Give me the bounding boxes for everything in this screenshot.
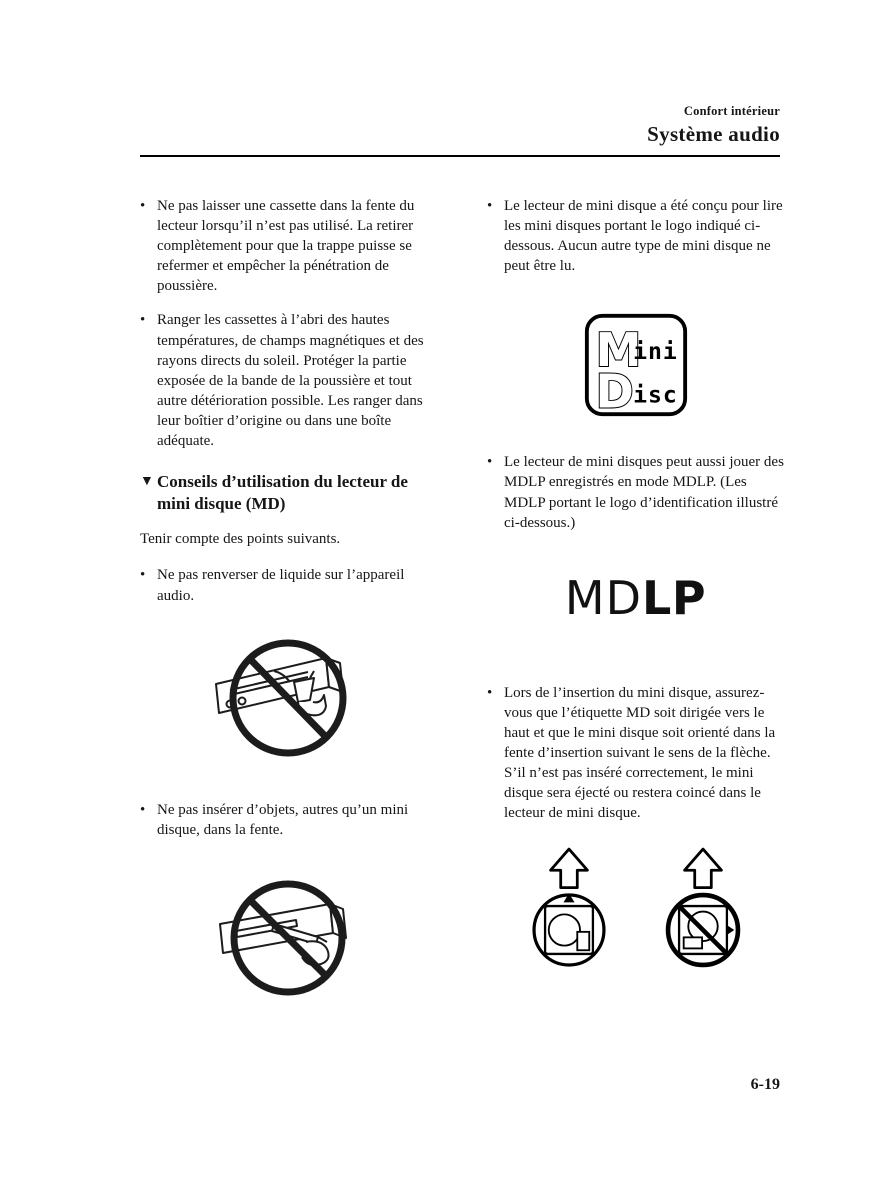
minidisc-logo-figure — [487, 312, 784, 418]
bullet-item-no-liquid — [140, 565, 439, 605]
insert-direction-arrow-icon — [726, 925, 734, 936]
bullet-text: Ne pas renverser de liquide sur l’appareil audio. — [157, 567, 405, 604]
bullet-icon: • — [140, 198, 146, 214]
bullet-text: Ne pas insérer d’objets, autres qu’un mini disque, dans la fente. — [157, 801, 409, 838]
no-objects-figure — [140, 858, 439, 1003]
insertion-correct-figure-icon — [523, 845, 615, 969]
mdlp-logo-figure — [487, 570, 784, 625]
bullet-item-cassette-storage — [140, 310, 439, 451]
bullet-text: Lors de l’insertion du mini disque, assurez-vous que l’étiquette MD soit dirigée vers le haut et que le mini disque soit orienté dans la fente d’insertion suivant le sens de la flèche. S’il n’est pas inséré correctement, le mini disque sera éjecté ou restera coincé dans le lecteur de mini disque. — [504, 684, 776, 822]
mdlp-logo-icon — [564, 570, 707, 625]
page-header — [140, 104, 780, 147]
bullet-item-md-logo — [487, 196, 784, 276]
bullet-item-mdlp — [487, 452, 784, 532]
left-column — [140, 196, 439, 1029]
mdlp-logo-md: MD — [564, 570, 643, 625]
minidisc-logo-ini: ini — [632, 339, 678, 366]
up-arrow-icon — [684, 849, 721, 888]
bullet-icon: • — [140, 801, 146, 818]
minidisc-logo-isc: isc — [632, 382, 678, 409]
bullet-icon: • — [140, 567, 146, 584]
up-arrow-icon — [550, 849, 587, 888]
insertion-wrong-figure-icon — [657, 845, 749, 969]
section-heading-md-tips — [140, 471, 439, 515]
section-heading-text: Conseils d’utilisation du lecteur de mini disque (MD) — [157, 472, 408, 514]
bullet-icon: • — [487, 198, 493, 214]
page-title: Système audio — [647, 122, 780, 146]
minidisc-logo-icon — [583, 312, 689, 418]
no-liquid-figure — [140, 624, 439, 774]
bullet-icon: • — [487, 454, 493, 471]
bullet-text: Le lecteur de mini disque a été conçu pour lire les mini disques portant le logo indiqué ci-dessous. Aucun autre type de mini disque ne peut être lu. — [504, 198, 783, 275]
bullet-text: Ranger les cassettes à l’abri des hautes températures, de champs magnétiques et des rayons directs du soleil. Protéger la partie exposée de la bande de la poussière et tout autre détérioration possible. Les ranger dans leur boîtier d’origine ou dans une boîte adéquate. — [157, 312, 424, 450]
bullet-item-cassette-slot — [140, 196, 439, 296]
bullet-icon: • — [140, 312, 146, 329]
bullet-item-insertion — [487, 683, 784, 824]
minidisc-logo-D: D — [595, 364, 634, 419]
header-rule — [140, 155, 780, 157]
no-liquid-illustration-icon — [206, 624, 374, 774]
no-objects-illustration-icon — [206, 858, 374, 1003]
minidisc-logo-M: M — [595, 323, 642, 378]
bullet-item-no-objects — [140, 800, 439, 840]
intro-text: Tenir compte des points suivants. — [140, 531, 341, 548]
page-number: 6-19 — [750, 1076, 780, 1093]
insertion-figures-row — [487, 845, 784, 969]
bullet-icon: • — [487, 684, 493, 701]
triangle-marker-icon: ▼ — [140, 474, 154, 490]
bullet-text: Ne pas laisser une cassette dans la fente du lecteur lorsqu’il n’est pas utilisé. La retirer complètement pour que la trappe puisse se refermer et empêcher la pénétration de poussière. — [157, 198, 415, 295]
bullet-text: Le lecteur de mini disques peut aussi jouer des MDLP enregistrés en mode MDLP. (Les MDLP portant le logo d’identification illustré ci-dessous.) — [504, 454, 784, 531]
mdlp-logo-lp: LP — [642, 570, 707, 625]
right-column — [487, 196, 784, 969]
section-kicker: Confort intérieur — [683, 104, 780, 118]
